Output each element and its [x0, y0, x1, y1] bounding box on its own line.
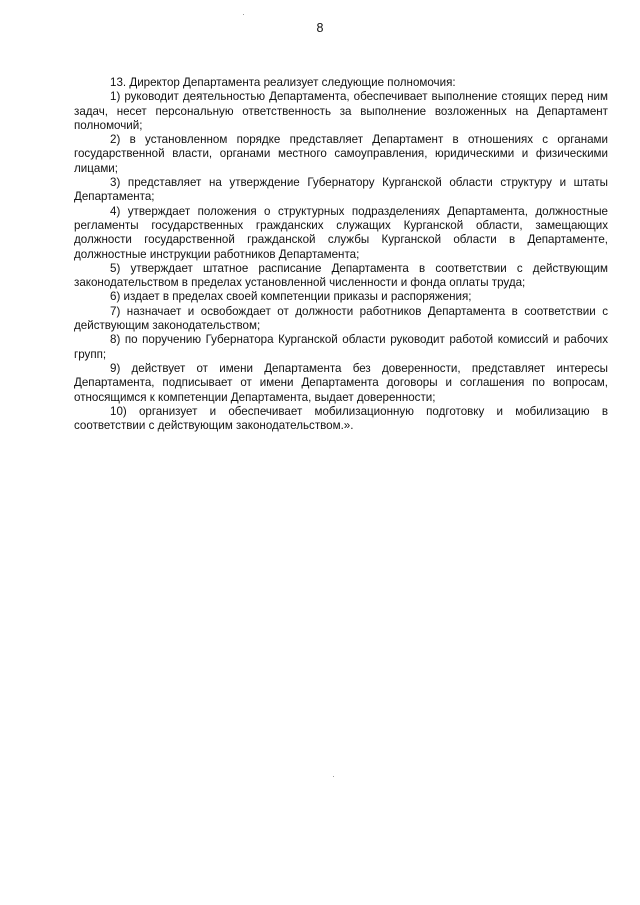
paragraph-item-5: 5) утверждает штатное расписание Департамента в соответствии с действующим законодательством в пределах установленной численности и фонда оплаты труда;	[74, 261, 608, 290]
paragraph-item-9: 9) действует от имени Департамента без доверенности, представляет интересы Департамента, подписывает от имени Департамента договоры и соглашения по вопросам, относящимся к компетенции Департамента, выдает доверенности;	[74, 361, 608, 404]
document-body	[74, 76, 608, 433]
paragraph-item-7: 7) назначает и освобождает от должности работников Департамента в соответствии с действующим законодательством;	[74, 304, 608, 333]
paragraph-item-6: 6) издает в пределах своей компетенции приказы и распоряжения;	[110, 290, 472, 304]
scan-mark-top	[243, 14, 244, 15]
paragraph-item-2: 2) в установленном порядке представляет Департамент в отношениях с органами государственной власти, органами местного самоуправления, юридическими и физическими лицами;	[74, 133, 608, 175]
paragraph-item-8: 8) по поручению Губернатора Курганской области руководит работой комиссий и рабочих групп;	[74, 333, 608, 361]
page-number: 8	[316, 21, 324, 35]
paragraph-heading: 13. Директор Департамента реализует следующие полномочия:	[110, 76, 456, 89]
paragraph-item-4: 4) утверждает положения о структурных подразделениях Департамента, должностные регламенты государственных гражданских служащих Курганской области, замещающих должности государственной гражданской службы Курганской области в Департаменте, должностные инструкции работников Департамента;	[74, 204, 608, 261]
paragraph-item-1: 1) руководит деятельностью Департамента, обеспечивает выполнение стоящих перед ним задач, несет персональную ответственность за выполнение возложенных на Департамент полномочий;	[74, 90, 608, 132]
scan-mark-bottom	[333, 776, 334, 777]
paragraph-item-3: 3) представляет на утверждение Губернатору Курганской области структуру и штаты Департамента;	[74, 176, 608, 204]
paragraph-item-10: 10) организует и обеспечивает мобилизационную подготовку и мобилизацию в соответствии с действующим законодательством.».	[74, 404, 608, 433]
